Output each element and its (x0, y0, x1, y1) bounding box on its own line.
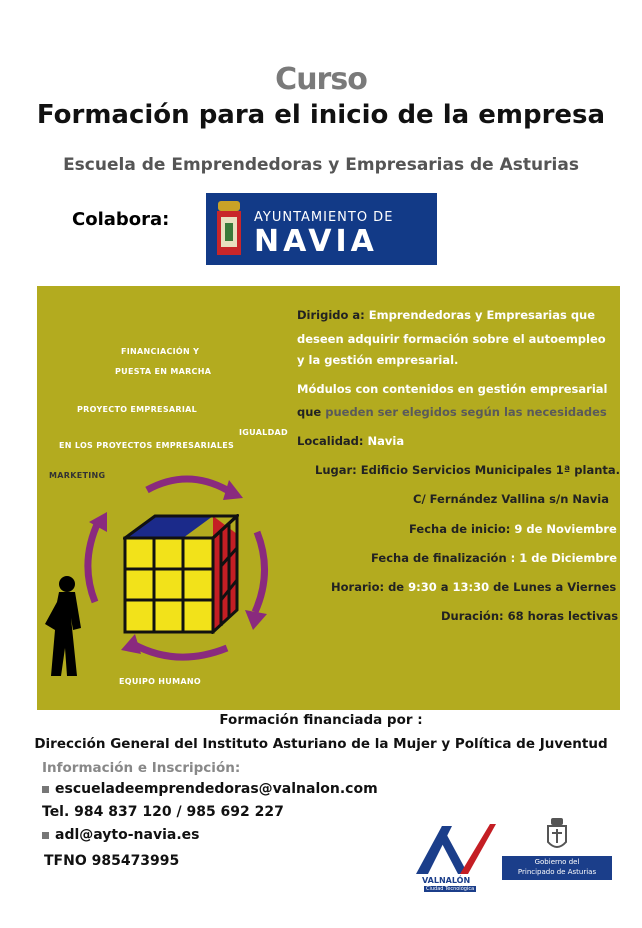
dirigido-label: Dirigido a: (297, 308, 369, 322)
tag-proyecto-empresarial: PROYECTO EMPRESARIAL (77, 405, 198, 414)
email-2-link[interactable]: adl@ayto-navia.es (55, 827, 200, 843)
dirigido-line-3: y la gestión empresarial. (297, 353, 459, 367)
financiada-org: Dirección General del Instituto Asturiano de la Mujer y Política de Juventud (34, 736, 608, 752)
duracion-label: Duración: (441, 609, 508, 623)
inicio-line (409, 522, 617, 536)
calle-line: C/ Fernández Vallina s/n Navia (413, 492, 609, 506)
tag-equipo-humano: EQUIPO HUMANO (119, 677, 201, 686)
contact-email-1 (42, 781, 378, 797)
horario-rest: de Lunes a Viernes (489, 580, 617, 594)
tag-igualdad: IGUALDAD (239, 428, 288, 437)
valnalon-logo (412, 820, 500, 894)
valnalon-name: VALNALÓN (422, 876, 471, 885)
tag-en-los-proyectos (59, 441, 234, 450)
contact-email-2 (42, 827, 199, 843)
horario-de: de (388, 580, 409, 594)
duracion-line (441, 609, 618, 623)
course-title: Formación para el inicio de la empresa (36, 100, 606, 130)
school-name: Escuela de Emprendedoras y Empresarias de Asturias (63, 155, 579, 175)
lugar-value: Edificio Servicios Municipales 1ª planta. (360, 463, 621, 477)
email-1-link[interactable]: escueladeemprendedoras@valnalon.com (55, 781, 378, 797)
rubik-cube-icon (123, 514, 239, 634)
fin-label: Fecha de finalización (371, 551, 511, 565)
gobierno-asturias-logo (500, 818, 615, 884)
tag-financiacion: FINANCIACIÓN Y (121, 347, 200, 356)
modulos-line-2 (297, 405, 607, 419)
fin-line (371, 551, 617, 565)
gobierno-line-1: Gobierno del (534, 858, 580, 866)
duracion-value: 68 horas lectivas (507, 609, 619, 623)
bullet-icon (42, 832, 49, 839)
info-title: Información e Inscripción: (42, 760, 241, 776)
gobierno-line-2: Principado de Asturias (517, 868, 597, 876)
asturias-crest-icon (546, 818, 568, 852)
modulos-text-2: pueden ser elegidos según las necesidades (325, 405, 607, 419)
dirigido-text-1: Emprendedoras y Empresarias que (368, 308, 596, 322)
localidad-label: Localidad: (297, 434, 368, 448)
gobierno-box (502, 856, 612, 880)
bullet-icon (42, 786, 49, 793)
info-panel (37, 286, 620, 710)
tag-marketing: MARKETING (49, 471, 106, 480)
localidad-line (297, 434, 404, 448)
modulos-que: que (297, 405, 326, 419)
localidad-value: Navia (367, 434, 405, 448)
lugar-line (315, 463, 620, 477)
fin-value: : 1 de Diciembre (510, 551, 618, 565)
tag-en-los-proyectos-b: EMPRESARIALES (155, 441, 235, 450)
tag-puesta-en-marcha: PUESTA EN MARCHA (115, 367, 212, 376)
dirigido-line-1 (297, 308, 595, 322)
horario-h2: 13:30 (452, 580, 490, 594)
course-label: Curso (275, 62, 367, 97)
lugar-label: Lugar: (315, 463, 361, 477)
navia-logo (206, 193, 437, 265)
modulos-line-1: Módulos con contenidos en gestión empresarial (297, 382, 608, 396)
horario-line (331, 580, 616, 594)
horario-a: a (436, 580, 453, 594)
horario-label: Horario: (331, 580, 389, 594)
dirigido-line-2: deseen adquirir formación sobre el autoempleo (297, 332, 606, 346)
colabora-label: Colabora: (72, 209, 170, 230)
valnalon-mark-icon (412, 820, 500, 878)
contact-tfno: TFNO 985473995 (44, 853, 180, 869)
navia-crest-icon (214, 199, 244, 259)
navia-logo-line2: NAVIA (254, 224, 378, 259)
contact-tel: Tel. 984 837 120 / 985 692 227 (42, 804, 284, 820)
horario-h1: 9:30 (408, 580, 437, 594)
woman-silhouette-icon (37, 574, 87, 684)
navia-logo-line1: AYUNTAMIENTO DE (254, 210, 394, 225)
financiada-label: Formación financiada por : (219, 712, 423, 728)
valnalon-sub: Ciudad Tecnológica (426, 886, 475, 892)
tag-en-los-proyectos-a: EN LOS PROYECTOS (59, 441, 156, 450)
inicio-value: 9 de Noviembre (514, 522, 617, 536)
inicio-label: Fecha de inicio: (409, 522, 515, 536)
